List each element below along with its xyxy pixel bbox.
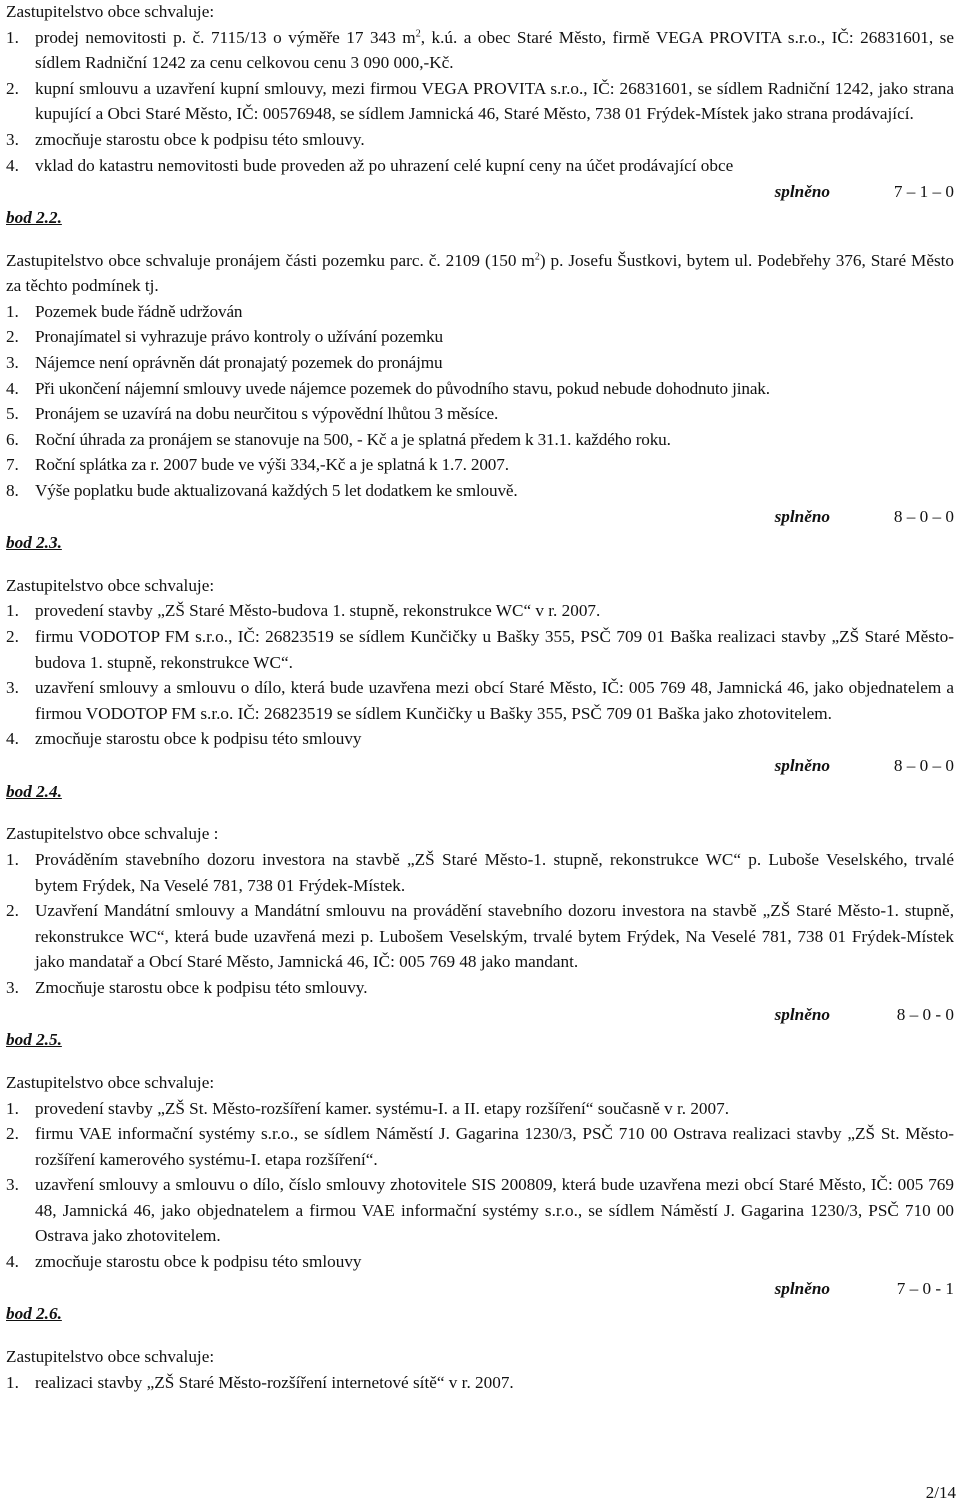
item-list xyxy=(6,1096,954,1275)
section-2-6 xyxy=(6,1301,954,1395)
item-text: Zmocňuje starostu obce k podpisu této smlouvy. xyxy=(35,977,368,997)
section-intro: Zastupitelstvo obce schvaluje: xyxy=(6,575,215,595)
item-text: provedení stavby „ZŠ Staré Město-budova 1. stupně, rekonstrukce WC“ v r. 2007. xyxy=(35,601,601,621)
list-item xyxy=(6,350,954,376)
list-item xyxy=(6,76,954,127)
item-text: vklad do katastru nemovitosti bude proveden až po uhrazení celé kupní ceny na účet prodávající obce xyxy=(35,155,734,175)
item-number: 5. xyxy=(6,404,19,424)
section-2-3 xyxy=(6,530,954,779)
vote-count: 8 – 0 – 0 xyxy=(893,756,954,775)
section-intro: Zastupitelstvo obce schvaluje: xyxy=(6,1072,215,1092)
item-number: 4. xyxy=(6,155,19,175)
item-number: 2. xyxy=(6,327,19,347)
section-intro: Zastupitelstvo obce schvaluje pronájem části pozemku parc. č. 2109 (150 $m^2$) p. Josefu Šustkovi, bytem ul. Podebřehy 376, Staré Město za těchto podmínek tj. xyxy=(6,250,955,296)
item-text: zmocňuje starostu obce k podpisu této smlouvy. xyxy=(35,129,365,149)
item-text: Roční splátka za r. 2007 bude ve výši 334,-Kč a je splatná k 1.7. 2007. xyxy=(35,455,509,475)
item-number: 3. xyxy=(6,977,19,997)
list-item xyxy=(6,1096,954,1122)
list-item xyxy=(6,898,954,975)
vote-count: 7 – 1 – 0 xyxy=(893,182,954,202)
list-item xyxy=(6,427,954,453)
vote-count: 8 – 0 - 0 xyxy=(896,1004,954,1024)
item-number: 6. xyxy=(6,429,19,449)
section-2-4 xyxy=(6,779,954,1028)
item-number: 2. xyxy=(6,627,19,647)
item-text: Roční úhrada za pronájem se stanovuje na 500, - Kč a je splatná předem k 31.1. každého roku. xyxy=(35,429,671,449)
item-text: Prováděním stavebního dozoru investora na stavbě „ZŠ Staré Město-1. stupně, rekonstrukce WC“ p. Luboše Veselského, trvalé bytem Frýdek, Na Veselé 781, 738 01 Frýdek-Místek. xyxy=(35,849,954,895)
result-line xyxy=(6,752,954,779)
item-number: 2. xyxy=(6,78,19,98)
list-item xyxy=(6,975,954,1001)
list-item xyxy=(6,1121,954,1172)
item-list xyxy=(6,299,954,504)
result-status: splněno xyxy=(774,182,830,202)
item-list xyxy=(6,598,954,752)
page-number: 2/14 xyxy=(925,1483,956,1502)
section-heading: bod 2.3. xyxy=(6,533,62,553)
item-text: Výše poplatku bude aktualizovaná každých 5 let dodatkem ke smlouvě. xyxy=(35,480,518,500)
vote-count: 7 – 0 - 1 xyxy=(896,1278,954,1298)
list-item xyxy=(6,1370,954,1396)
document-page xyxy=(6,0,954,1395)
section-2-5 xyxy=(6,1027,954,1301)
section-heading: bod 2.2. xyxy=(6,207,62,227)
list-item xyxy=(6,624,954,675)
item-text: Uzavření Mandátní smlouvy a Mandátní smlouvu na provádění stavebního dozoru investora na stavbě „ZŠ Staré Město-1. stupně, rekonstrukce WC“, která bude uzavřená mezi p. Lubošem Veselským, trvalé bytem Frýdek, Na Veselé 781, 738 01 Frýdek-Místek jako mandatař a Obcí Staré Město, Jamnická 46, IČ: 005 769 48 jako mandant. xyxy=(35,901,954,972)
item-text: kupní smlouvu a uzavření kupní smlouvy, mezi firmou VEGA PROVITA s.r.o., IČ: 26831601, se sídlem Radniční 1242, jako strana kupující a Obci Staré Město, IČ: 00576948, se sídlem Jamnická 46, Staré Město, 738 01 Frýdek-Místek jako strana prodávající. xyxy=(35,78,954,124)
result-line xyxy=(6,1275,954,1302)
item-number: 1. xyxy=(6,849,19,869)
item-text: prodej nemovitosti p. č. 7115/13 o výměře 17 343 $m^2$, k.ú. a obec Staré Město, firmě VEGA PROVITA s.r.o., IČ: 26831601, se sídlem Radniční 1242 za cenu celkovou cenu 3 090 000,-Kč. xyxy=(35,27,955,73)
list-item xyxy=(6,452,954,478)
item-number: 2. xyxy=(6,1124,19,1144)
item-number: 1. xyxy=(6,601,19,621)
list-item xyxy=(6,25,954,76)
section-heading: bod 2.4. xyxy=(6,781,62,801)
list-item xyxy=(6,401,954,427)
item-text: zmocňuje starostu obce k podpisu této smlouvy xyxy=(35,1252,362,1272)
item-number: 1. xyxy=(6,27,19,47)
result-line xyxy=(6,178,954,205)
section-heading: bod 2.6. xyxy=(6,1304,62,1324)
item-text: uzavření smlouvy a smlouvu o dílo, která bude uzavřena mezi obcí Staré Město, IČ: 005 769 48, Jamnická 46, jako objednatelem a firmou VODOTOP FM s.r.o. IČ: 26823519 se sídlem Kunčičky u Bašky 355, PSČ 709 01 Baška jako zhotovitelem. xyxy=(35,678,954,723)
item-text: Při ukončení nájemní smlouvy uvede nájemce pozemek do původního stavu, pokud nebude dohodnuto jinak. xyxy=(35,378,770,398)
list-item xyxy=(6,478,954,504)
item-number: 3. xyxy=(6,352,19,372)
item-number: 4. xyxy=(6,378,19,398)
list-item xyxy=(6,1172,954,1249)
item-text: zmocňuje starostu obce k podpisu této smlouvy xyxy=(35,729,362,749)
item-number: 2. xyxy=(6,901,19,921)
list-item xyxy=(6,1249,954,1275)
item-number: 4. xyxy=(6,729,19,749)
item-number: 3. xyxy=(6,678,19,698)
list-item xyxy=(6,324,954,350)
item-text: firmu VODOTOP FM s.r.o., IČ: 26823519 se sídlem Kunčičky u Bašky 355, PSČ 709 01 Baška realizaci stavby „ZŠ Staré Město-budova 1. stupně, rekonstrukce WC“. xyxy=(35,627,954,672)
result-line xyxy=(6,503,954,530)
list-item xyxy=(6,153,954,179)
vote-count: 8 – 0 – 0 xyxy=(893,507,954,527)
list-item xyxy=(6,127,954,153)
result-status: splněno xyxy=(774,1278,830,1298)
section-intro: Zastupitelstvo obce schvaluje: xyxy=(6,2,215,21)
list-item xyxy=(6,376,954,402)
list-item xyxy=(6,299,954,325)
item-text: Pozemek bude řádně udržován xyxy=(35,301,243,321)
result-status: splněno xyxy=(774,1004,830,1024)
section-intro: Zastupitelstvo obce schvaluje : xyxy=(6,824,219,844)
list-item xyxy=(6,598,954,624)
item-number: 7. xyxy=(6,455,19,475)
list-item xyxy=(6,726,954,752)
item-number: 3. xyxy=(6,1175,19,1195)
item-text: Pronajímatel si vyhrazuje právo kontroly o užívání pozemku xyxy=(35,327,443,347)
section-2-2 xyxy=(6,205,954,530)
section-intro: Zastupitelstvo obce schvaluje: xyxy=(6,1347,215,1367)
list-item xyxy=(6,675,954,726)
item-number: 1. xyxy=(6,301,19,321)
result-status: splněno xyxy=(774,756,830,775)
item-list xyxy=(6,847,954,1001)
item-number: 8. xyxy=(6,480,19,500)
item-text: provedení stavby „ZŠ St. Město-rozšíření kamer. systému-I. a II. etapy rozšíření“ současně v r. 2007. xyxy=(35,1098,730,1118)
item-list xyxy=(6,25,954,179)
item-number: 1. xyxy=(6,1372,19,1392)
item-number: 4. xyxy=(6,1252,19,1272)
item-number: 1. xyxy=(6,1098,19,1118)
item-number: 3. xyxy=(6,129,19,149)
result-status: splněno xyxy=(774,507,830,527)
item-text: uzavření smlouvy a smlouvu o dílo, číslo smlouvy zhotovitele SIS 200809, která bude uzavřena mezi obcí Staré Město, IČ: 005 769 48, Jamnická 46, jako objednatelem a firmou VAE informační systémy s.r.o., se sídlem Náměstí J. Gagarina 1230/3, PSČ 710 00 Ostrava jako zhotovitelem. xyxy=(35,1175,954,1246)
result-line xyxy=(6,1001,954,1028)
item-list xyxy=(6,1370,954,1396)
item-text: Nájemce není oprávněn dát pronajatý pozemek do pronájmu xyxy=(35,352,443,372)
section-heading: bod 2.5. xyxy=(6,1030,62,1050)
list-item xyxy=(6,847,954,898)
item-text: firmu VAE informační systémy s.r.o., se sídlem Náměstí J. Gagarina 1230/3, PSČ 710 00 Ostrava realizaci stavby „ZŠ St. Město-rozšíření kamerového systému-I. etapa rozšíření“. xyxy=(35,1124,954,1169)
item-text: Pronájem se uzavírá na dobu neurčitou s výpovědní lhůtou 3 měsíce. xyxy=(35,404,499,424)
section-1 xyxy=(6,0,954,205)
item-text: realizaci stavby „ZŠ Staré Město-rozšíření internetové sítě“ v r. 2007. xyxy=(35,1372,514,1392)
